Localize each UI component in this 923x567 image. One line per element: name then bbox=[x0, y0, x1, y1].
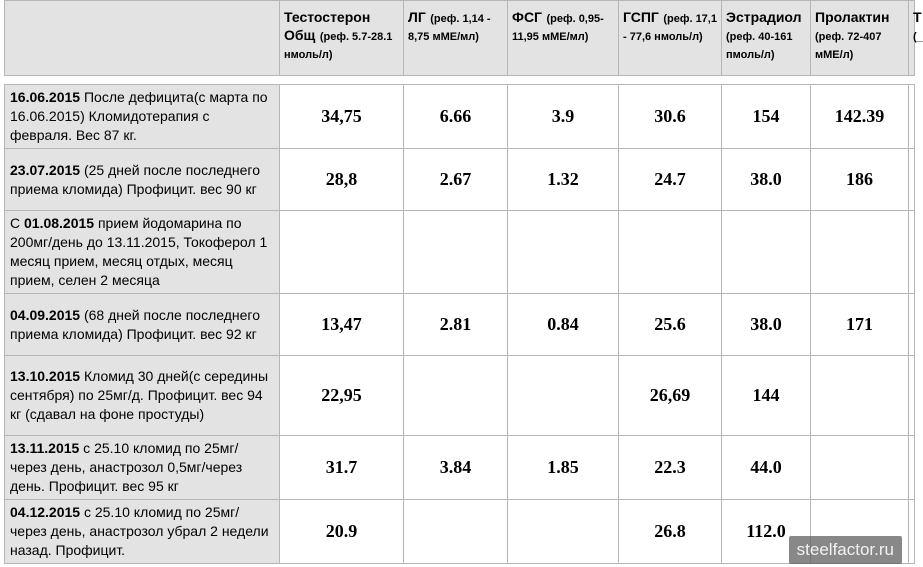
value-cell: 44.0 bbox=[722, 436, 811, 500]
column-header-title: ФСГ bbox=[512, 9, 542, 25]
value-cell bbox=[619, 211, 722, 294]
value-cell: 34,75 bbox=[280, 85, 404, 149]
value-cell bbox=[404, 211, 508, 294]
column-header bbox=[508, 1, 619, 76]
value-cell: 13,47 bbox=[280, 294, 404, 356]
value-cell: 22.3 bbox=[619, 436, 722, 500]
value-cell bbox=[909, 436, 915, 500]
column-header-title: ЛГ bbox=[408, 9, 426, 25]
value-cell: 112.0 bbox=[722, 500, 811, 564]
table-row bbox=[5, 211, 915, 294]
value-cell: 20.9 bbox=[280, 500, 404, 564]
header-gap bbox=[5, 76, 915, 85]
table-row bbox=[5, 436, 915, 500]
value-cell: 142.39 bbox=[811, 85, 909, 149]
column-header-reference: (реф. 40-161 пмоль/л) bbox=[726, 31, 793, 61]
value-cell: 154 bbox=[722, 85, 811, 149]
value-cell bbox=[508, 356, 619, 436]
value-cell: 2.67 bbox=[404, 149, 508, 211]
value-cell: 28,8 bbox=[280, 149, 404, 211]
column-header bbox=[404, 1, 508, 76]
value-cell: 1.85 bbox=[508, 436, 619, 500]
row-description-text: Кломид 30 дней(с середины сентября) по 25мг/д. Профицит. вес 94 кг (сдавал на фоне простуды) bbox=[10, 368, 269, 422]
row-description-text: (25 дней после последнего приема кломида) Профицит. вес 90 кг bbox=[10, 161, 260, 197]
value-cell bbox=[280, 211, 404, 294]
value-cell bbox=[909, 500, 915, 564]
row-date: 13.10.2015 bbox=[10, 368, 81, 384]
column-header-title: Т bbox=[913, 9, 922, 25]
header-blank bbox=[5, 1, 280, 76]
row-description bbox=[5, 356, 280, 436]
row-date: 04.09.2015 bbox=[10, 306, 81, 323]
row-description bbox=[5, 85, 280, 149]
table-row bbox=[5, 149, 915, 211]
column-header-reference: (реф. 5.7-28.1 нмоль/л) bbox=[284, 31, 393, 61]
value-cell: 144 bbox=[722, 356, 811, 436]
column-header-reference: (реф. 0,95-11,95 мМЕ/мл) bbox=[512, 13, 604, 43]
value-cell bbox=[508, 211, 619, 294]
gap-cell bbox=[5, 76, 915, 85]
row-description-text: После дефицита(с марта по 16.06.2015) Кломидотерапия с февраля. Вес 87 кг. bbox=[10, 89, 268, 143]
value-cell: 186 bbox=[811, 149, 909, 211]
column-header-title: ГСПГ bbox=[623, 9, 659, 25]
value-cell bbox=[404, 500, 508, 564]
value-cell bbox=[909, 85, 915, 149]
value-cell: 3.84 bbox=[404, 436, 508, 500]
value-cell bbox=[909, 356, 915, 436]
value-cell: 31.7 bbox=[280, 436, 404, 500]
value-cell: 1.32 bbox=[508, 149, 619, 211]
row-date: 16.06.2015 bbox=[10, 89, 81, 105]
row-description-text: прием йодомарина по 200мг/день до 13.11.2015, Токоферол 1 месяц прием, месяц отдых, месяц прием, селен 2 месяца bbox=[10, 215, 268, 288]
value-cell: 26,69 bbox=[619, 356, 722, 436]
column-header-title: Тестостерон Общ bbox=[284, 9, 371, 43]
table-row bbox=[5, 500, 915, 564]
value-cell: 26.8 bbox=[619, 500, 722, 564]
value-cell: 6.66 bbox=[404, 85, 508, 149]
header-row bbox=[5, 1, 915, 76]
value-cell bbox=[909, 294, 915, 356]
value-cell: 38.0 bbox=[722, 294, 811, 356]
column-header-reference: (реф. 1,14 - 8,75 мМЕ/мл) bbox=[408, 13, 491, 43]
row-date: 13.11.2015 bbox=[10, 440, 80, 456]
value-cell: 25.6 bbox=[619, 294, 722, 356]
value-cell: 24.7 bbox=[619, 149, 722, 211]
row-description bbox=[5, 500, 280, 564]
row-description-text: с 25.10 кломид по 25мг/через день, анастрозол убрал 2 недели назад. Профицит. bbox=[10, 504, 269, 558]
value-cell bbox=[811, 356, 909, 436]
row-description bbox=[5, 294, 280, 356]
column-header-reference: (реф. 72-407 мМЕ/л) bbox=[815, 31, 882, 61]
row-date: 01.08.2015 bbox=[24, 215, 95, 231]
column-header-reference: (_ bbox=[913, 31, 923, 43]
value-cell: 2.81 bbox=[404, 294, 508, 356]
row-description bbox=[5, 149, 280, 211]
row-description-text: с 25.10 кломид по 25мг/через день, анастрозол 0,5мг/через день. Профицит. вес 95 кг bbox=[10, 440, 243, 494]
value-cell bbox=[508, 500, 619, 564]
column-header bbox=[619, 1, 722, 76]
table-row bbox=[5, 85, 915, 149]
value-cell: 0.84 bbox=[508, 294, 619, 356]
value-cell: 22,95 bbox=[280, 356, 404, 436]
row-description bbox=[5, 436, 280, 500]
row-description-prefix: С bbox=[10, 215, 24, 231]
watermark: steelfactor.ru bbox=[789, 536, 902, 564]
value-cell: 3.9 bbox=[508, 85, 619, 149]
column-header bbox=[280, 1, 404, 76]
column-header-title: Эстрадиол bbox=[726, 9, 802, 25]
hormone-results-table bbox=[4, 0, 923, 564]
column-header-title: Пролактин bbox=[815, 9, 890, 25]
value-cell bbox=[811, 436, 909, 500]
table-row bbox=[5, 356, 915, 436]
row-description-text: (68 дней после последнего приема кломида) Профицит. вес 92 кг bbox=[10, 306, 260, 342]
value-cell bbox=[722, 211, 811, 294]
row-date: 23.07.2015 bbox=[10, 161, 81, 178]
column-header bbox=[722, 1, 811, 76]
column-header bbox=[909, 1, 923, 76]
value-cell bbox=[909, 149, 915, 211]
value-cell: 30.6 bbox=[619, 85, 722, 149]
table-row bbox=[5, 294, 915, 356]
row-description bbox=[5, 211, 280, 294]
value-cell bbox=[909, 211, 915, 294]
row-date: 04.12.2015 bbox=[10, 504, 81, 520]
value-cell: 171 bbox=[811, 294, 909, 356]
value-cell bbox=[404, 356, 508, 436]
value-cell: 38.0 bbox=[722, 149, 811, 211]
column-header bbox=[811, 1, 909, 76]
value-cell bbox=[811, 211, 909, 294]
column-header-reference: (реф. 17,1 - 77,6 нмоль/л) bbox=[623, 13, 717, 43]
